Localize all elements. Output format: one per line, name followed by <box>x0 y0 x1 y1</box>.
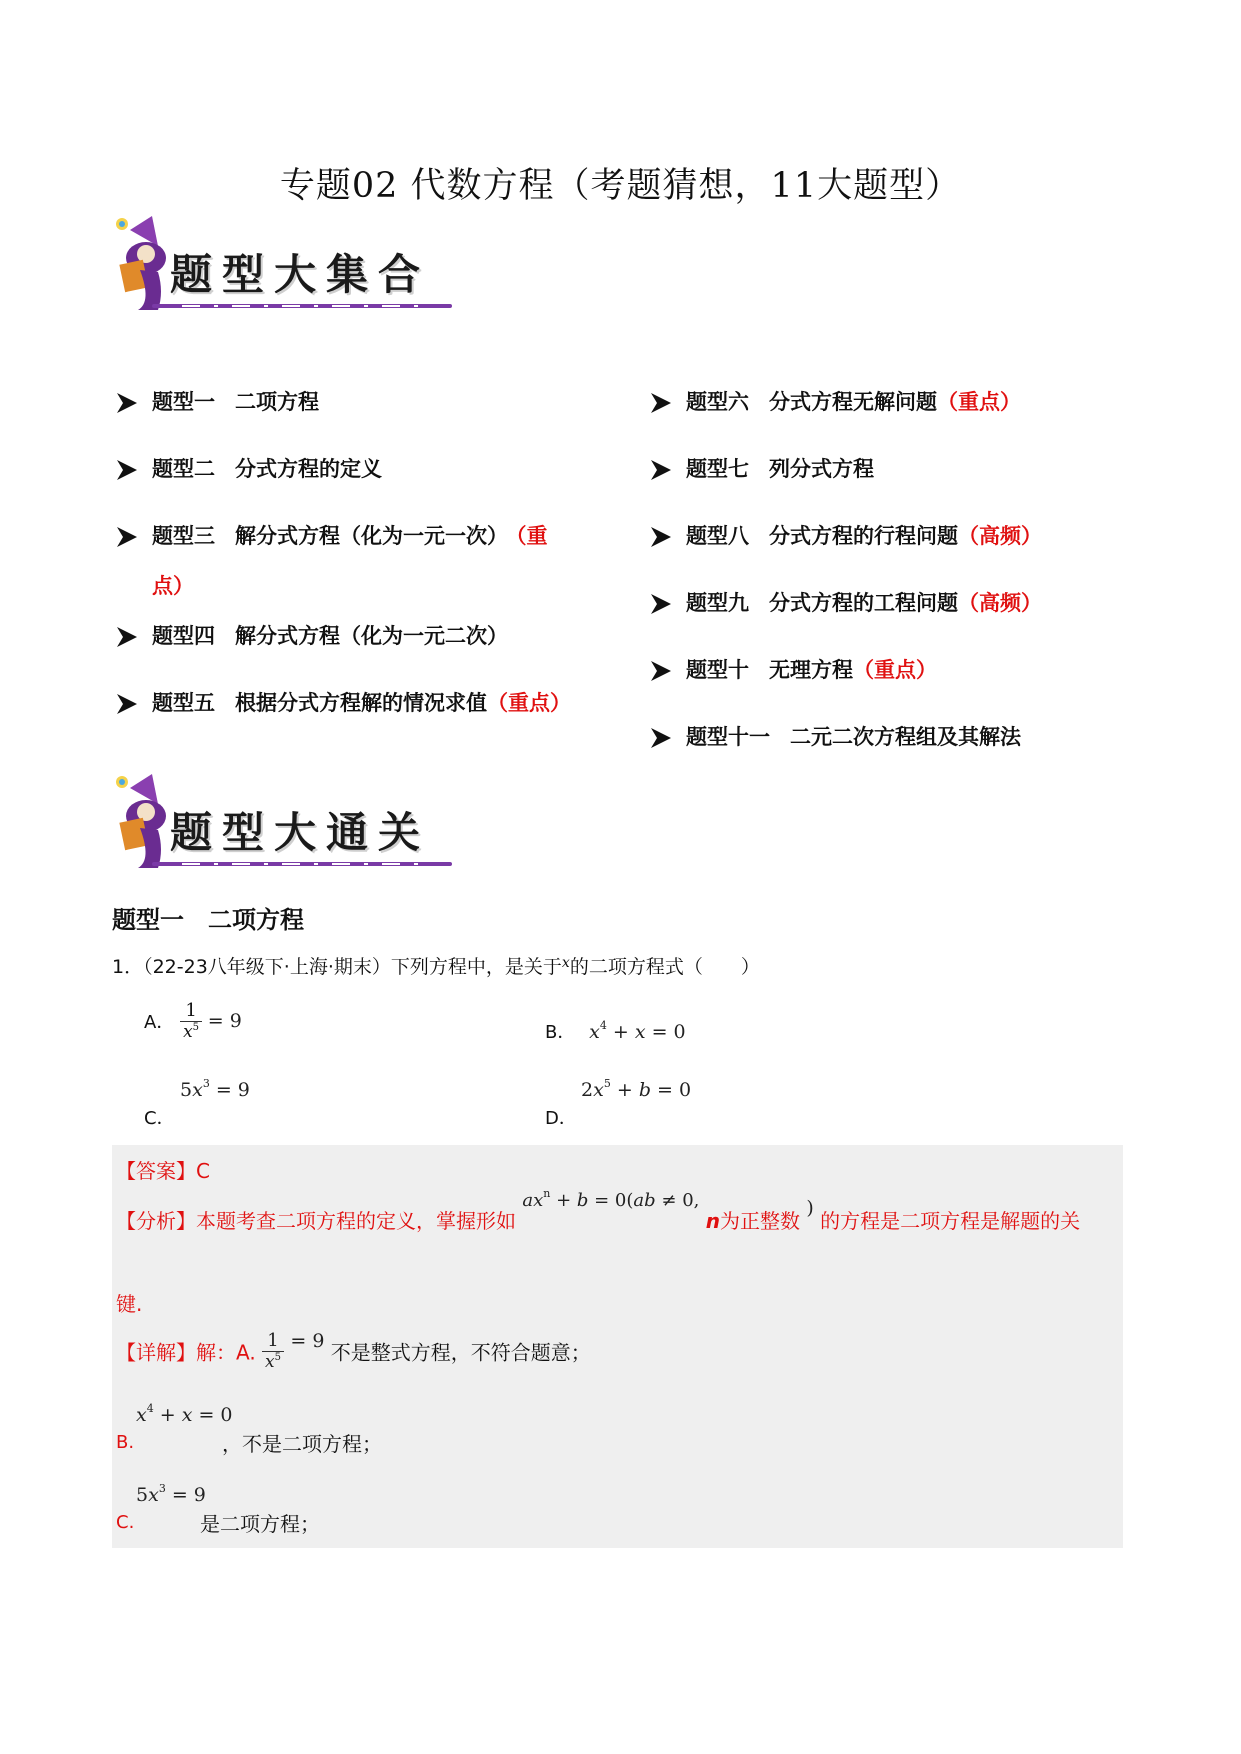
arrow-bullet-icon <box>116 459 138 481</box>
banner-pass-text: 题型大通关 <box>170 808 431 857</box>
toc-item-10[interactable]: 题型十 无理方程（重点） <box>650 648 937 692</box>
arrow-bullet-icon <box>650 459 672 481</box>
analysis-continuation: 键. <box>116 1292 143 1316</box>
option-b[interactable]: B． $x^4 + x = 0$ <box>545 1019 686 1043</box>
detail-a-fraction: $\frac{1}{x^5}$ <box>262 1330 284 1372</box>
detail-line-a: 【详解】解：A. $\frac{1}{x^5}$ = 9 不是整式方程，不符合题意； <box>116 1330 591 1372</box>
banner-underline <box>152 302 452 310</box>
option-a[interactable]: A． $\frac{1}{x^5}$ = 9 <box>144 1000 242 1042</box>
toc-item-4[interactable]: 题型四 解分式方程（化为一元二次） <box>116 614 508 658</box>
option-a-fraction: $\frac{1}{x^5}$ <box>180 1000 202 1042</box>
banner-underline <box>152 860 452 868</box>
answer-line: 【答案】C <box>116 1159 210 1183</box>
arrow-bullet-icon <box>650 593 672 615</box>
arrow-bullet-icon <box>650 392 672 414</box>
arrow-bullet-icon <box>650 526 672 548</box>
arrow-bullet-icon <box>116 526 138 548</box>
arrow-bullet-icon <box>650 660 672 682</box>
toc-item-2[interactable]: 题型二 分式方程的定义 <box>116 447 382 491</box>
toc-item-1[interactable]: 题型一 二项方程 <box>116 380 319 424</box>
arrow-bullet-icon <box>116 626 138 648</box>
toc-item-3-tag-continuation: 点） <box>152 574 194 598</box>
toc-item-8[interactable]: 题型八 分式方程的行程问题（高频） <box>650 514 1042 558</box>
question-stem: 1．（22-23八年级下·上海·期末）下列方程中，是关于$^x$的二项方程式（ ） <box>112 955 760 978</box>
banner-pass <box>112 770 462 880</box>
toc-item-3[interactable]: 题型三 解分式方程（化为一元一次） （重 <box>116 514 548 558</box>
toc-item-7[interactable]: 题型七 列分式方程 <box>650 447 874 491</box>
banner-collection <box>112 212 462 322</box>
banner-collection-text: 题型大集合 <box>170 250 431 299</box>
section-heading: 题型一 二项方程 <box>112 906 304 934</box>
toc-item-5[interactable]: 题型五 根据分式方程解的情况求值（重点） <box>116 681 571 725</box>
toc-item-9[interactable]: 题型九 分式方程的工程问题（高频） <box>650 581 1042 625</box>
document-page: 专题02 代数方程（考题猜想，11大题型） 题型大集合 题型一 二项方程 题型二 分式方程的定义 题型三 解分式方程（化为一元一次） （重 点） 题型四 解分式方程（化为一元二次） 题型五 根据分式方程解的情况求值（重点） 题型六 分式方程无解问题（重点） 题型七 列分式方程 题型八 分式方程的行程问题（高频） 题型九 分式方程的工程问题（高频） 题型十 无理方程（重点） 题型十一 二元二次方程组及其解法 题型大通关 题型一 二项方程 1．（22-23八年级下·上海·期末）下列方程中，是关于$^x$的二项方程式（ ） A． $\frac{1}{x^5}$ = 9 B． $x^4 + x = 0$ $5x^3 = 9$ C． $2x^5 + b = 0$ D． 【答案】C 【分析】本题考查二项方程的定义，掌握形如 $ax^n + b = 0(ab \ne 0$, n为正整数 ) 的方程是二项方程是解题的关 键. 【详解】解：A. $\frac{1}{x^5}$ = 9 不是整式方程，不符合题意； $x^4 + x = 0$ B. ，不是二项方程； $5x^3 = 9$ C. 是二项方程； <box>0 0 1241 1754</box>
toc-item-11[interactable]: 题型十一 二元二次方程组及其解法 <box>650 715 1021 759</box>
page-title: 专题02 代数方程（考题猜想，11大题型） <box>279 166 962 206</box>
analysis-line: 【分析】本题考查二项方程的定义，掌握形如 $ax^n + b = 0(ab \ne 0$, n为正整数 ) 的方程是二项方程是解题的关 <box>116 1187 1081 1233</box>
toc-item-6[interactable]: 题型六 分式方程无解问题（重点） <box>650 380 1021 424</box>
arrow-bullet-icon <box>116 392 138 414</box>
arrow-bullet-icon <box>116 693 138 715</box>
arrow-bullet-icon <box>650 727 672 749</box>
